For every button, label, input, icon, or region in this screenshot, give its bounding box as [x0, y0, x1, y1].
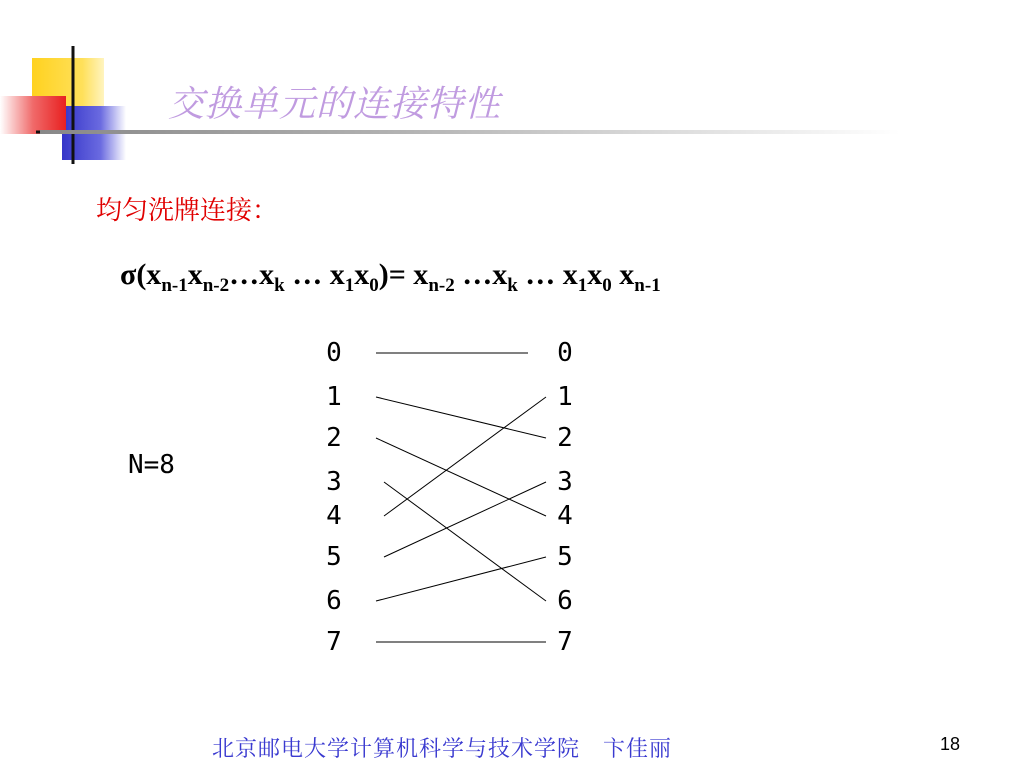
- footer-text: 北京邮电大学计算机科学与技术学院 卞佳丽: [212, 737, 673, 762]
- input-label-5: 5: [326, 542, 342, 572]
- input-label-1: 1: [326, 382, 342, 412]
- input-label-2: 2: [326, 423, 342, 453]
- formula-rhs-part-5: 1: [577, 275, 588, 296]
- input-label-4: 4: [326, 501, 342, 531]
- page-number: 18: [940, 734, 961, 754]
- formula-rhs-part-3: k: [507, 275, 518, 296]
- input-label-3: 3: [326, 467, 342, 497]
- formula-lhs-part-2: x: [187, 258, 203, 291]
- input-label-0: 0: [326, 338, 342, 368]
- formula-lhs-part-10: ): [378, 258, 389, 291]
- formula-rhs-part-1: n-2: [428, 275, 455, 296]
- formula-rhs-part-8: x: [611, 258, 635, 291]
- input-label-7: 7: [326, 627, 342, 657]
- formula-lhs-part-4: …x: [229, 258, 275, 291]
- input-label-6: 6: [326, 586, 342, 616]
- formula-lhs-part-8: x: [354, 258, 370, 291]
- formula-rhs-part-7: 0: [602, 275, 612, 296]
- formula-lhs-part-7: 1: [344, 275, 355, 296]
- section-heading: 均匀洗牌连接：: [96, 196, 279, 226]
- connection-4-to-1: [384, 397, 546, 516]
- formula-lhs-part-0: σ(x: [120, 258, 162, 291]
- output-label-6: 6: [557, 586, 573, 616]
- connection-1-to-2: [376, 397, 546, 438]
- connection-6-to-5: [376, 557, 546, 601]
- n-label: N=8: [128, 450, 175, 480]
- formula-lhs-part-5: k: [274, 275, 285, 296]
- formula-rhs-part-2: …x: [454, 258, 508, 291]
- formula-lhs-part-9: 0: [369, 275, 379, 296]
- output-label-1: 1: [557, 382, 573, 412]
- formula-lhs-part-6: … x: [284, 258, 345, 291]
- formula-rhs-part-0: = x: [388, 258, 429, 291]
- formula-lhs-part-3: n-2: [202, 275, 230, 296]
- output-label-0: 0: [557, 338, 573, 368]
- output-label-4: 4: [557, 501, 573, 531]
- connection-5-to-3: [384, 482, 546, 557]
- formula-lhs-part-1: n-1: [161, 275, 188, 296]
- formula-rhs-part-6: x: [587, 258, 603, 291]
- output-label-3: 3: [557, 467, 573, 497]
- connection-2-to-4: [376, 438, 546, 516]
- output-label-2: 2: [557, 423, 573, 453]
- output-label-5: 5: [557, 542, 573, 572]
- connection-3-to-6: [384, 482, 546, 601]
- output-label-7: 7: [557, 627, 573, 657]
- formula-rhs-part-4: … x: [517, 258, 578, 291]
- slide-title: 交换单元的连接特性: [168, 84, 502, 125]
- formula-rhs-part-9: n-1: [634, 275, 661, 296]
